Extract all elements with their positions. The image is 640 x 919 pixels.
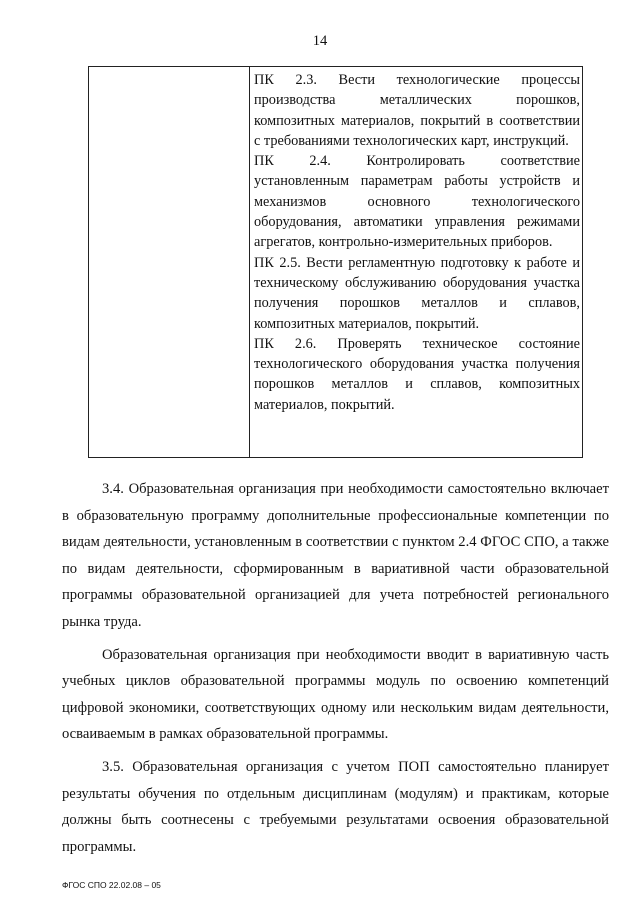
table-column-divider (249, 67, 250, 457)
page-number: 14 (312, 33, 328, 49)
body-text (62, 476, 609, 866)
footer-doc-code: ФГОС СПО 22.02.08 – 05 (62, 880, 161, 890)
paragraph-digital-economy: Образовательная организация при необходимости вводит в вариативную часть учебных циклов образовательной программы модуль по освоению компетенций цифровой экономики, соответствующих одному или нескольким видам деятельности, осваиваемым в рамках образовательной программы. (62, 646, 609, 743)
competency-pk-2-4: ПК 2.4. Контролировать соответствие установленным параметрам работы устройств и механизмов основного технологического оборудования, автоматики управления режимами агрегатов, контрольно-измерительных приборов. (254, 153, 580, 251)
paragraph-3-5: 3.5. Образовательная организация с учетом ПОП самостоятельно планирует результаты обучения по отдельным дисциплинам (модулям) и практикам, которые должны быть соотнесены с требуемыми результатами освоения образовательной программы. (62, 758, 609, 855)
competency-pk-2-3: ПК 2.3. Вести технологические процессы производства металлических порошков, композитных материалов, покрытий в соответствии с требованиями технологических карт, инструкций. (254, 72, 580, 149)
competency-cell (254, 70, 580, 415)
competency-table (88, 66, 583, 458)
competency-pk-2-6: ПК 2.6. Проверять техническое состояние технологического оборудования участка получения порошков металлов и сплавов, композитных материалов, покрытий. (254, 335, 580, 413)
paragraph-3-4: 3.4. Образовательная организация при необходимости самостоятельно включает в образовательную программу дополнительные профессиональные компетенции по видам деятельности, установленным в соответствии с пунктом 2.4 ФГОС СПО, а также по видам деятельности, сформированным в вариативной части образовательной программы образовательной организацией для учета потребностей регионального рынка труда. (62, 481, 609, 630)
competency-pk-2-5: ПК 2.5. Вести регламентную подготовку к работе и техническому обслуживанию оборудования участка получения порошков металлов и сплавов, композитных материалов, покрытий. (254, 254, 580, 332)
